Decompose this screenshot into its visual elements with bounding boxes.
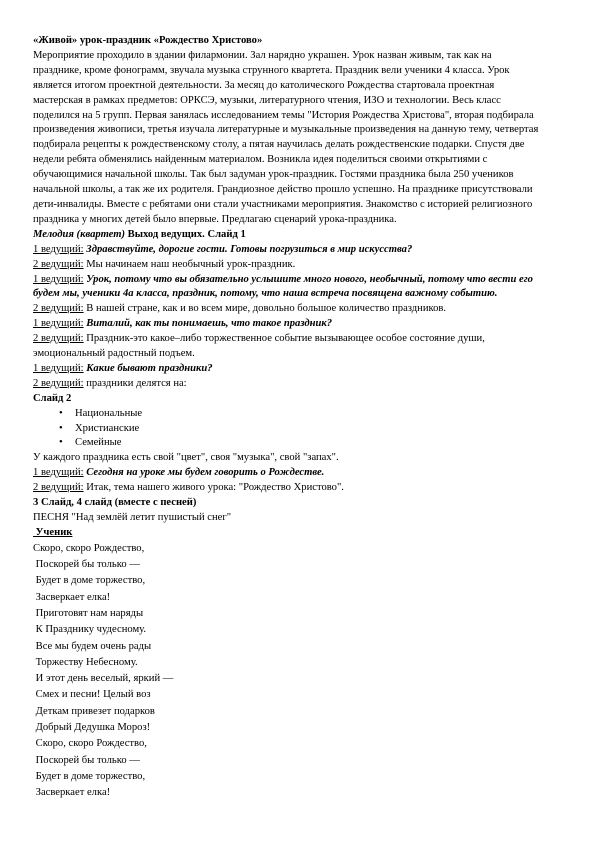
dialogue-line — [33, 466, 539, 481]
holiday-note: У каждого праздника есть свой "цвет", своя "музыка", свой "запах". — [33, 452, 339, 464]
dialogue-line — [33, 317, 539, 332]
dialogue-line — [33, 258, 539, 273]
dialogue-line — [33, 377, 539, 392]
song-line: Скоро, скоро Рождество, — [33, 738, 147, 750]
speaker-text: Праздник-это какое–либо торжественное событие вызывающее особое состояние души, эмоциональный радостный подъем. — [33, 333, 485, 360]
dialogue-line — [33, 362, 539, 377]
song-line: К Празднику чудесному. — [33, 624, 147, 636]
speaker-text: Сегодня на уроке мы будем говорить о Рождестве. — [83, 467, 325, 479]
speaker-label: 2 ведущий: — [33, 377, 84, 389]
melody-rest: Выход ведущих. Слайд 1 — [125, 228, 246, 240]
dialogue-line — [33, 243, 539, 258]
dialogue-line — [33, 481, 539, 496]
speaker-text: праздники делятся на: — [83, 377, 187, 389]
song-title: ПЕСНЯ "Над землёй летит пушистый снег" — [33, 512, 232, 523]
speaker-label: 1 ведущий: — [33, 273, 84, 285]
speaker-label: 1 ведущий: — [33, 362, 84, 374]
dialogue-line — [33, 302, 539, 317]
dialogue-block-1 — [33, 243, 539, 392]
song-line: Поскорей бы только — — [33, 754, 140, 766]
song-line: Приготовят нам наряды — [33, 608, 144, 619]
slide-2-heading: Слайд 2 — [33, 392, 72, 404]
dialogue-line — [33, 273, 539, 303]
song-line: Все мы будем очень рады — [33, 640, 152, 652]
song-line: Засверкает елка! — [33, 787, 111, 799]
song-line: Засверкает елка! — [33, 591, 111, 603]
student-label: Ученик — [33, 526, 73, 538]
speaker-text: Урок, потому что вы обязательно услышите много нового, необычный, потому что вести его будем мы, ученики 4а класса, праздник, потому, что наша встреча посвящена важному событию. — [33, 273, 533, 300]
speaker-label: 2 ведущий: — [33, 303, 84, 315]
speaker-text: В нашей стране, как и во всем мире, довольно большое количество праздников. — [83, 303, 447, 315]
speaker-label: 2 ведущий: — [33, 482, 84, 494]
speaker-label: 2 ведущий: — [33, 258, 84, 270]
dialogue-line — [33, 332, 539, 362]
song-line: Смех и песни! Целый воз — [33, 689, 151, 701]
holiday-list-item: • Христианские — [61, 422, 539, 437]
song-line: Добрый Дедушка Мороз! — [33, 722, 151, 734]
holiday-list — [33, 407, 539, 452]
speaker-text: Итак, тема нашего живого урока: "Рождество Христово". — [83, 482, 344, 494]
song-line: Поскорей бы только — — [33, 559, 140, 571]
holiday-list-item: • Семейные — [61, 436, 539, 451]
intro-paragraph: Мероприятие проходило в здании филармонии. Зал нарядно украшен. Урок назван живым, так как на празднике, кроме фонограмм, звучала музыка струнного квартета. Праздник вели ученики 4 класса. Урок является итогом проектной деятельности. За месяц до католического Рождества стартовала проектная мастерская в рамках предметов: ОРКСЭ, музыки, литературного чтения, ИЗО и технологии. Весь класс поделился на 5 групп. Первая занялась исследованием темы "История Рождества Христова", вторая подбирала произведения живописи, третья изучала литературные и музыкальные произведения на данную тему, четвертая подбирала рецепты к рождественскому столу, а пятая научилась делать рождественские подарки. Спустя две недели ребята обменялись найденным материалом. Возникла идея поделиться своими открытиями с обучающимися начальной школы. Так был задуман урок-праздник. Гостями праздника была 250 учеников начальной школы, а так же их родителя. Грандиозное действо прошло успешно. На празднике присутствовали дети-инвалиды. Вместе с ребятами они стали участниками мероприятия. Знакомство с историей религиозного праздника у многих детей было впервые. Предлагаю сценарий урока-праздника. — [33, 49, 539, 225]
speaker-label: 1 ведущий: — [33, 243, 84, 255]
speaker-text: Мы начинаем наш необычный урок-праздник. — [83, 258, 296, 270]
song-line: Торжеству Небесному. — [33, 656, 138, 668]
dialogue-block-2 — [33, 466, 539, 496]
speaker-text: Здравствуйте, дорогие гости. Готовы погрузиться в мир искусства? — [83, 243, 413, 255]
speaker-text: Виталий, как ты понимаешь, что такое праздник? — [83, 318, 333, 330]
song-line: И этот день веселый, яркий — — [33, 673, 174, 685]
speaker-label: 1 ведущий: — [33, 467, 84, 479]
speaker-label: 2 ведущий: — [33, 333, 84, 345]
song-line: Будет в доме торжество, — [33, 575, 146, 587]
melody-line — [33, 228, 539, 243]
song-line: Будет в доме торжество, — [33, 770, 146, 782]
song-line: Деткам привезет подарков — [33, 705, 155, 717]
song-lyrics — [33, 541, 539, 802]
speaker-label: 1 ведущий: — [33, 318, 84, 330]
holiday-list-item: • Национальные — [61, 407, 539, 422]
document-title: «Живой» урок-праздник «Рождество Христово» — [33, 35, 263, 46]
melody-label: Мелодия (квартет) — [33, 228, 125, 240]
speaker-text: Какие бывают праздники? — [83, 362, 213, 374]
slides-3-4-heading: 3 Слайд, 4 слайд (вместе с песней) — [33, 497, 197, 509]
song-line: Скоро, скоро Рождество, — [33, 542, 145, 554]
